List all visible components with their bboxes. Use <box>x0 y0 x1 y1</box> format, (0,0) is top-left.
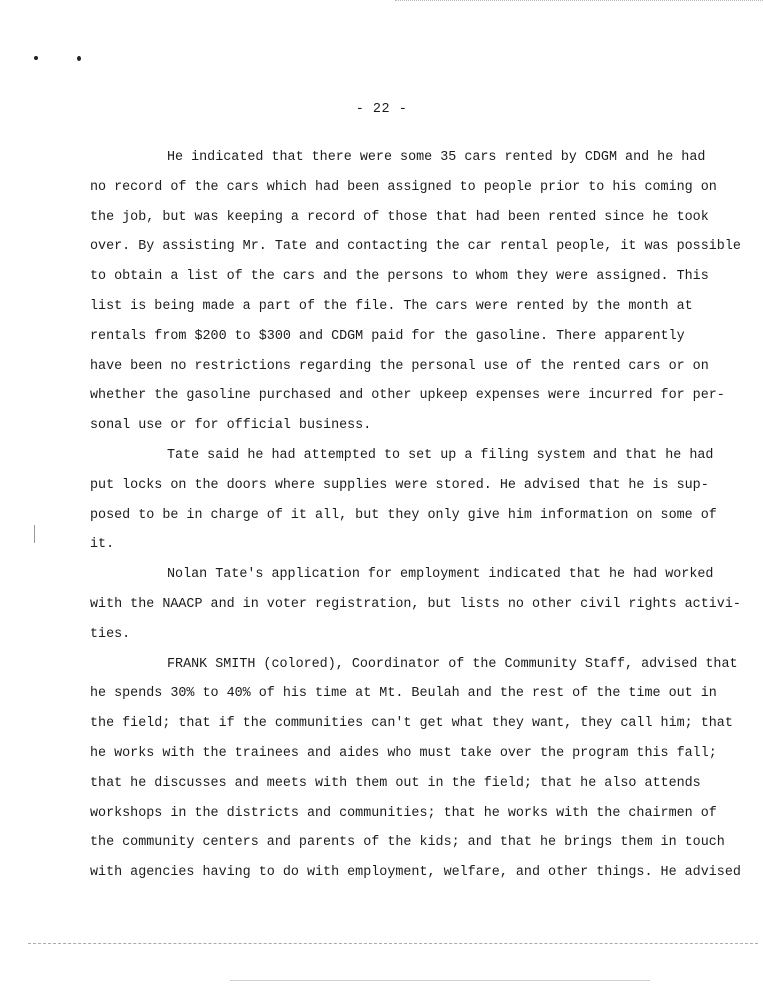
text-line: list is being made a part of the file. The cars were rented by the month at <box>90 298 693 314</box>
paragraph <box>90 441 730 560</box>
page-number: - 22 - <box>355 102 408 117</box>
body-text <box>90 143 741 888</box>
paragraph <box>90 143 741 441</box>
text-line: the community centers and parents of the kids; and that he brings them in touch <box>90 835 725 851</box>
text-line: with agencies having to do with employment, welfare, and other things. He advised <box>90 865 741 881</box>
text-line: have been no restrictions regarding the personal use of the rented cars or on <box>90 358 709 374</box>
scan-speck <box>34 56 38 60</box>
text-line: whether the gasoline purchased and other upkeep expenses were incurred for per- <box>90 388 725 404</box>
text-line: posed to be in charge of it all, but they only give him information on some of <box>90 507 717 523</box>
text-line: Tate said he had attempted to set up a filing system and that he had <box>167 447 714 463</box>
text-line: ties. <box>90 626 131 642</box>
text-line: FRANK SMITH (colored), Coordinator of the Community Staff, advised that <box>167 656 738 672</box>
scan-margin-mark <box>34 525 38 543</box>
scan-bottom-artifact <box>28 943 758 944</box>
text-line: He indicated that there were some 35 cars rented by CDGM and he had <box>167 150 706 165</box>
scan-speck <box>77 56 81 61</box>
text-line: no record of the cars which had been assigned to people prior to his coming on <box>90 179 717 195</box>
text-line: he spends 30% to 40% of his time at Mt. Beulah and the rest of the time out in <box>90 686 717 702</box>
scan-bottom-artifact <box>230 980 650 981</box>
text-line: put locks on the doors where supplies were stored. He advised that he is sup- <box>90 477 709 493</box>
text-line: the field; that if the communities can't get what they want, they call him; that <box>90 716 733 732</box>
text-line: that he discusses and meets with them out in the field; that he also attends <box>90 775 701 791</box>
paragraph <box>90 650 741 888</box>
text-line: Nolan Tate's application for employment indicated that he had worked <box>167 567 714 583</box>
text-line: workshops in the districts and communities; that he works with the chairmen of <box>90 805 717 821</box>
text-line: sonal use or for official business. <box>90 418 372 434</box>
text-line: he works with the trainees and aides who must take over the program this fall; <box>90 745 717 761</box>
text-line: rentals from $200 to $300 and CDGM paid for the gasoline. There apparently <box>90 328 685 344</box>
text-line: over. By assisting Mr. Tate and contacting the car rental people, it was possible <box>90 239 741 255</box>
paragraph <box>90 560 741 649</box>
text-line: to obtain a list of the cars and the persons to whom they were assigned. This <box>90 269 709 285</box>
text-line: with the NAACP and in voter registration, but lists no other civil rights activi- <box>90 596 741 612</box>
text-line: the job, but was keeping a record of those that had been rented since he took <box>90 209 709 225</box>
scan-edge-dots <box>395 0 763 5</box>
text-line: it. <box>90 537 115 553</box>
